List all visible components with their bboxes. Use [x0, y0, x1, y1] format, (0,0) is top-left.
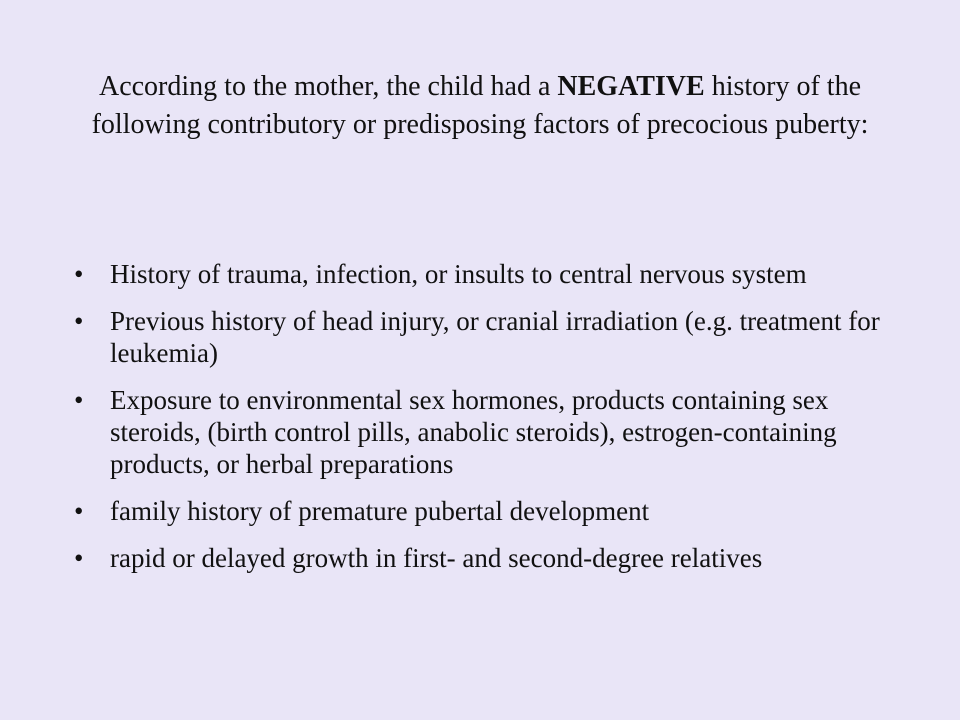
bullet-text: Previous history of head injury, or cranial irradiation (e.g. treatment for leukemia): [110, 306, 880, 368]
title-text-before: According to the mother, the child had a: [98, 71, 558, 102]
bullet-icon: •: [74, 496, 84, 526]
bullet-list: [72, 258, 902, 589]
bullet-icon: •: [74, 259, 84, 289]
bullet-item-family-history: [72, 495, 902, 527]
title-text-after: history of the following contributory or predisposing factors of precocious puberty:: [91, 71, 869, 140]
bullet-text: History of trauma, infection, or insults to central nervous system: [110, 259, 807, 289]
bullet-item-trauma: [72, 258, 902, 290]
bullet-icon: •: [74, 306, 84, 336]
bullet-icon: •: [74, 385, 84, 415]
title-emphasis: NEGATIVE: [557, 71, 705, 102]
bullet-icon: •: [74, 543, 84, 573]
bullet-item-growth: [72, 542, 902, 574]
bullet-item-sex-hormones: [72, 384, 902, 480]
bullet-text: family history of premature pubertal development: [110, 496, 650, 526]
bullet-text: rapid or delayed growth in first- and second-degree relatives: [110, 543, 763, 573]
bullet-item-head-injury: [72, 305, 902, 369]
slide-title: [60, 68, 900, 144]
bullet-text: Exposure to environmental sex hormones, products containing sex steroids, (birth control pills, anabolic steroids), estrogen-containing products, or herbal preparations: [110, 385, 837, 479]
